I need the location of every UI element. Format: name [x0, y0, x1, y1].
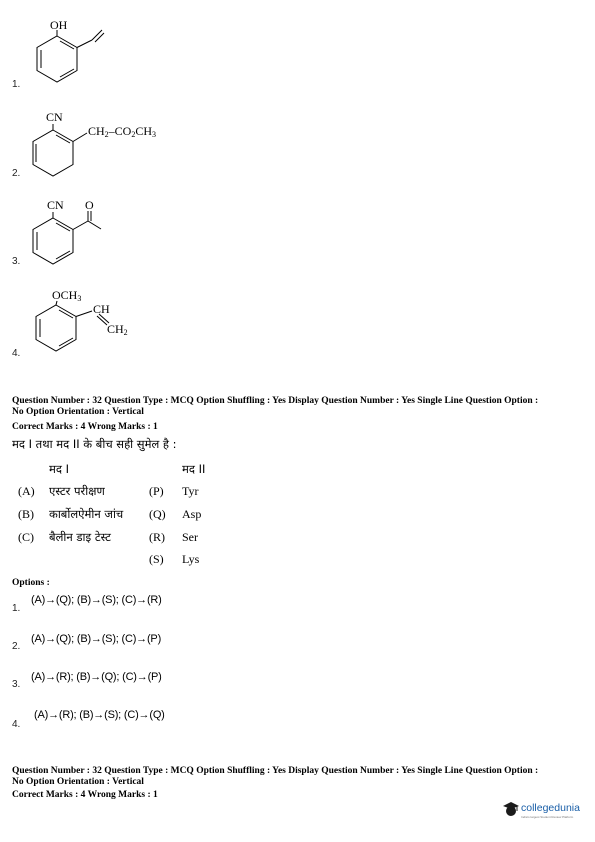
graduate-cap-icon: [503, 801, 519, 817]
question-meta: Question Number : 32 Question Type : MCQ Option Shuffling : Yes Display Question Number : Yes Single Line Question Option : No Option Orientation : Vertical: [12, 396, 539, 417]
col2-header: मद II: [182, 462, 206, 476]
option-number: 3.: [12, 679, 21, 690]
option-number: 1.: [12, 603, 21, 614]
option-number: 3.: [12, 256, 21, 267]
label-ch2: $CH_2$: [107, 322, 128, 337]
next-question-meta: Question Number : 32 Question Type : MCQ Option Shuffling : Yes Display Question Number : Yes Single Line Question Option : No Option Orientation : Vertical: [12, 766, 539, 787]
logo-tagline: India's largest Student Review Platform: [521, 815, 574, 819]
question-marks: Correct Marks : 4 Wrong Marks : 1: [12, 422, 158, 432]
option-4[interactable]: (A)→(R); (B)→(S); (C)→(Q): [34, 709, 165, 721]
option-number: 2.: [12, 641, 21, 652]
label-oh: OH: [50, 18, 68, 32]
collegedunia-logo: [503, 800, 591, 824]
option-number: 4.: [12, 348, 21, 359]
question-stem: मद I तथा मद II के बीच सही सुमेल है :: [12, 437, 177, 451]
col1-header: मद I: [49, 462, 70, 476]
page: OH 1. CN $CH_2-CO_2CH_3$ 2. CN O 3. $OCH_3$ CH $CH_2$ 4. Question Number : 32 Question Type : MCQ Option Shuffling : Yes Display Question Number : Yes Single Line Question Option : No Option Orientation : Vertical Correct Marks : 4 Wrong Marks : 1 मद I तथा मद II के बीच सही सुमेल है : मद I मद II (A) एस्टर परीक्षण (P) Tyr (B) कार्बोलऐमीन जांच (Q) Asp (C) बैलीन डाइ टेस्ट (R) Ser (S) Lys Options : 1. (A)→(Q); (B)→(S); (C)→(R) 2. (A)→(Q); (B)→(S); (C)→(P) 3. (A)→(R); (B)→(Q); (C)→(P) 4. (A)→(R); (B)→(S); (C)→(Q) Question Number : 32 Question Type : MCQ Option Shuffling : Yes Display Question Number : Yes Single Line Question Option : No Option Orientation : Vertical Correct Marks : 4 Wrong Marks : 1 collegedunia India's largest Student Review Platform: [0, 0, 595, 842]
label-ch2-co2ch3: $CH_2-CO_2CH_3$: [88, 124, 157, 139]
next-question-marks: Correct Marks : 4 Wrong Marks : 1: [12, 790, 158, 800]
label-och3: $OCH_3$: [52, 288, 82, 303]
option-number: 1.: [12, 79, 21, 90]
label-cn: CN: [46, 110, 63, 124]
label-o: O: [85, 198, 94, 212]
label-ch: CH: [93, 302, 110, 316]
options-label: Options :: [12, 578, 50, 588]
logo-text: collegedunia: [521, 802, 580, 814]
option-1[interactable]: (A)→(Q); (B)→(S); (C)→(R): [31, 594, 162, 606]
label-cn: CN: [47, 198, 64, 212]
option-3[interactable]: (A)→(R); (B)→(Q); (C)→(P): [31, 671, 162, 683]
option-2[interactable]: (A)→(Q); (B)→(S); (C)→(P): [31, 633, 162, 645]
option-number: 4.: [12, 719, 21, 730]
option-number: 2.: [12, 168, 21, 179]
